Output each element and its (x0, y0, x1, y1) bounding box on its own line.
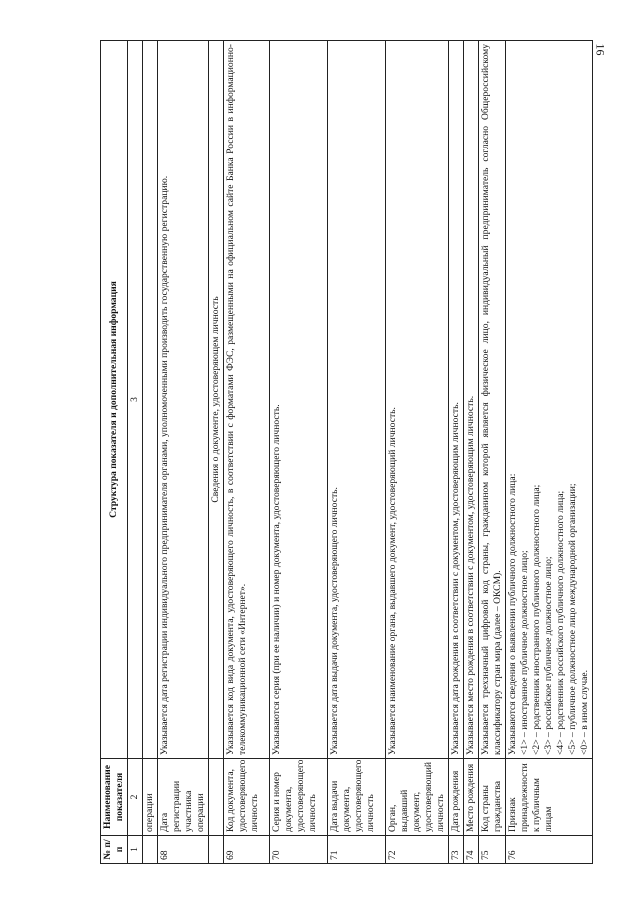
table-row (478, 41, 505, 864)
row-name: Дата выдачи документа, удостоверяющего личность (327, 759, 385, 836)
row-name: Дата регистрации участника операции (157, 759, 208, 836)
row-description (505, 41, 592, 759)
row-name: Код документа, удостоверяющего личность (223, 759, 269, 836)
pep-option: <3> – российское публичное должностное лицо; (542, 556, 554, 755)
row-number: 75 (478, 836, 505, 864)
row-description: Указывается трехзначный цифровой код страны, гражданином которой является физическое лицо, индивидуальный предприниматель согласно Общероссийскому классификатору стран мира (далее – ОКСМ). (478, 41, 505, 759)
pep-option: <2> – родственник иностранного публичного должностного лица; (530, 484, 542, 755)
table-header-row (101, 41, 128, 864)
row-number: 72 (385, 836, 448, 864)
row-number: 73 (448, 836, 463, 864)
pep-option: <0> – в ином случае. (578, 669, 590, 755)
header-number: № п/п (101, 836, 128, 864)
pep-option: <1> – иностранное публичное должностное лицо; (518, 550, 530, 755)
table-row (142, 41, 157, 864)
rotated-table-frame (100, 40, 590, 864)
header-indicator-name: Наименование показателя (101, 759, 128, 836)
page-number: 16 (593, 43, 608, 56)
row-description: Указывается код вида документа, удостоверяющего личность, в соответствии с форматами ФЭС, размещенными на официальном сайте Банка России в информационно-телекоммуникационной сети «Интернет». (223, 41, 269, 759)
row-description: Указывается наименование органа, выдавшего документ, удостоверяющий личность. (385, 41, 448, 759)
row-description: Указывается дата регистрации индивидуального предпринимателя органами, уполномоченными производить государственную регистрацию. (157, 41, 208, 759)
row-name: операции (142, 759, 157, 836)
row-description: Указываются серия (при ее наличии) и номер документа, удостоверяющего личность. (269, 41, 327, 759)
row-number: 74 (463, 836, 478, 864)
table-row (269, 41, 327, 864)
row-name: Место рождения (463, 759, 478, 836)
row-number: 69 (223, 836, 269, 864)
pep-option: <4> – родственник российского публичного должностного лица; (554, 490, 566, 755)
column-number-row (127, 41, 142, 864)
table-row (505, 41, 592, 864)
section-row (208, 41, 223, 864)
row-name: Код страны гражданства (478, 759, 505, 836)
row-number: 71 (327, 836, 385, 864)
section-title: Сведения о документе, удостоверяющем личность (208, 41, 223, 759)
row-name: Серия и номер документа, удостоверяющего личность (269, 759, 327, 836)
colnum-2: 2 (127, 759, 142, 836)
table-row (223, 41, 269, 864)
table-row (448, 41, 463, 864)
row-name: Дата рождения (448, 759, 463, 836)
table-row (157, 41, 208, 864)
table-row (327, 41, 385, 864)
colnum-3: 3 (127, 41, 142, 759)
table-row (385, 41, 448, 864)
row-name: Признак принадлежности к публичным лицам (505, 759, 592, 836)
pep-option: <5> – публичное должностное лицо международной организации; (566, 483, 578, 755)
row-description: Указывается дата рождения в соответствии с документом, удостоверяющим личность. (448, 41, 463, 759)
table-row (463, 41, 478, 864)
indicator-table (100, 40, 593, 864)
colnum-1: 1 (127, 836, 142, 864)
row-number: 68 (157, 836, 208, 864)
row-number: 70 (269, 836, 327, 864)
pep-intro: Указываются сведения о выявлении публичного должностного лица: (506, 473, 518, 755)
row-name: Орган, выдавший документ, удостоверяющий личность (385, 759, 448, 836)
row-description: Указывается место рождения в соответствии с документом, удостоверяющим личность. (463, 41, 478, 759)
row-description: Указывается дата выдачи документа, удостоверяющего личность. (327, 41, 385, 759)
header-structure: Структура показателя и дополнительная информация (101, 41, 128, 759)
row-number: 76 (505, 836, 592, 864)
